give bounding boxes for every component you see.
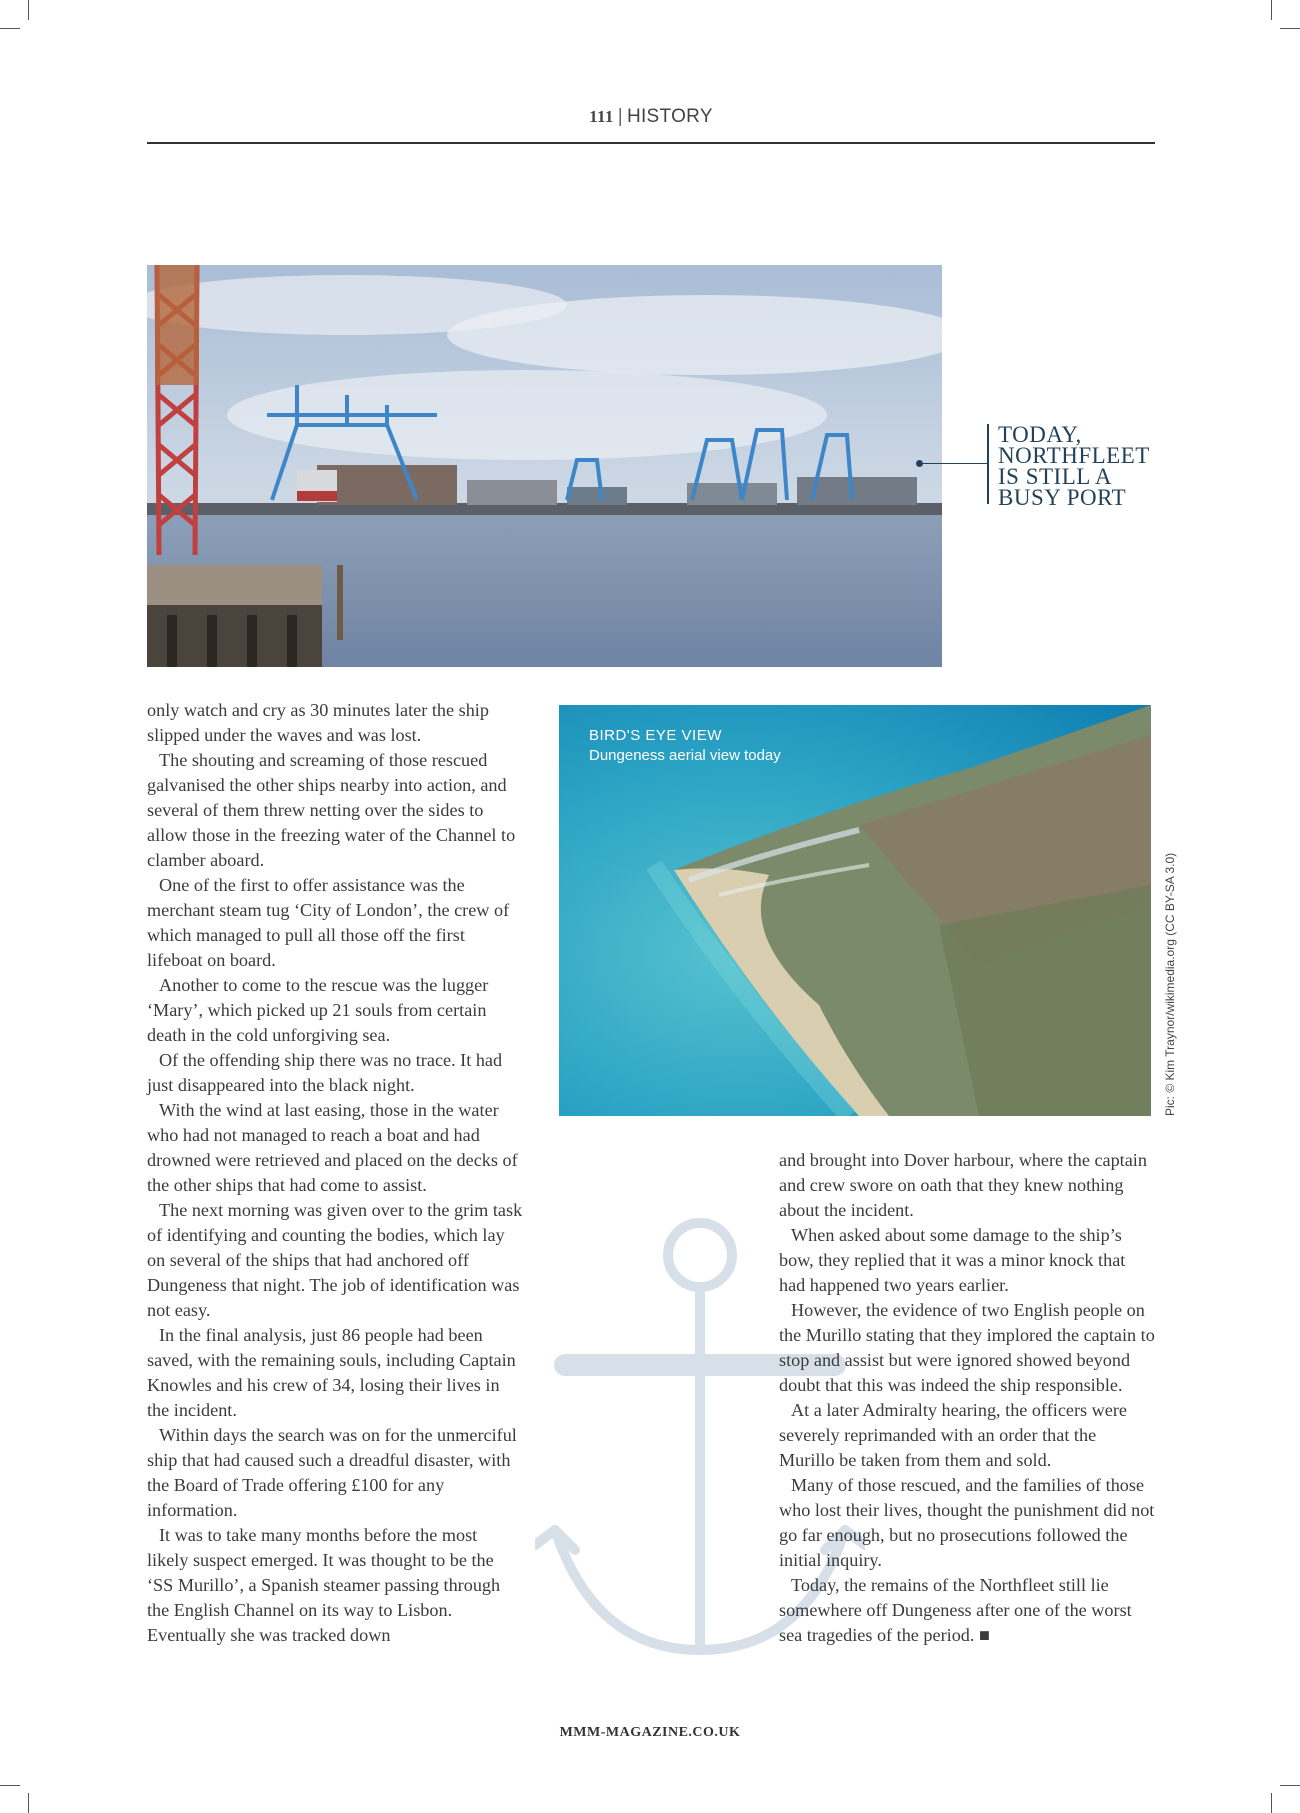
article-paragraph: Within days the search was on for the unmerciful ship that had caused such a dreadful disaster, with the Board of Trade offering £100 for any information. <box>147 1425 517 1520</box>
article-paragraph: Of the offending ship there was no trace. It had just disappeared into the black night. <box>147 1050 503 1095</box>
aerial-caption <box>589 726 781 766</box>
section-name: HISTORY <box>626 106 713 127</box>
aerial-caption-title: BIRD'S EYE VIEW <box>589 727 722 744</box>
article-paragraph: However, the evidence of two English people on the Murillo stating that they implored the captain to stop and assist but were ignored showed beyond doubt that this was indeed the ship responsible. <box>779 1300 1155 1395</box>
article-column-left <box>147 698 523 1648</box>
crop-mark <box>28 0 29 20</box>
article-paragraph: only watch and cry as 30 minutes later the ship slipped under the waves and was lost. <box>147 700 489 745</box>
article-paragraph: and brought into Dover harbour, where the captain and crew swore on oath that they knew nothing about the incident. <box>779 1150 1147 1220</box>
photo-callout <box>998 424 1178 508</box>
header-rule <box>147 142 1155 144</box>
port-photo <box>147 265 942 667</box>
crop-mark <box>1271 0 1272 20</box>
article-paragraph: Many of those rescued, and the families of those who lost their lives, thought the punishment did not go far enough, but no prosecutions followed the initial inquiry. <box>779 1475 1155 1570</box>
crop-mark <box>28 1793 29 1813</box>
callout-line: IS STILL A <box>998 464 1113 489</box>
article-paragraph: The shouting and screaming of those rescued galvanised the other ships nearby into action, and several of them threw netting over the sides to allow those in the freezing water of the Channel to clamber aboard. <box>147 750 516 870</box>
aerial-photo <box>559 705 1151 1116</box>
article-paragraph: One of the first to offer assistance was the merchant steam tug ‘City of London’, the crew of which managed to pull all those off the first lifeboat on board. <box>147 875 510 970</box>
footer-site-url: MMM-MAGAZINE.CO.UK <box>559 1725 741 1740</box>
callout-line: BUSY PORT <box>998 485 1127 510</box>
aerial-caption-subtitle: Dungeness aerial view today <box>589 747 781 764</box>
photo-credit: Pic: © Kim Traynor/wikimedia.org (CC BY-SA 3.0) <box>1163 852 1177 1116</box>
article-paragraph: It was to take many months before the most likely suspect emerged. It was thought to be the ‘SS Murillo’, a Spanish steamer passing through the English Channel on its way to Lisbon. Eventually she was tracked down <box>147 1525 501 1645</box>
callout-bar <box>987 424 989 504</box>
article-paragraph: When asked about some damage to the ship’s bow, they replied that it was a minor knock that had happened two years earlier. <box>779 1225 1126 1295</box>
article-column-right <box>779 1148 1155 1648</box>
crop-mark <box>1280 28 1300 29</box>
callout-leader-line <box>920 463 988 464</box>
article-paragraph: Another to come to the rescue was the lugger ‘Mary’, which picked up 21 souls from certain death in the cold unforgiving sea. <box>147 975 489 1045</box>
article-paragraph: The next morning was given over to the grim task of identifying and counting the bodies, which lay on several of the ships that had anchored off Dungeness that night. The job of identification was not easy. <box>147 1200 523 1320</box>
article-paragraph: In the final analysis, just 86 people had been saved, with the remaining souls, including Captain Knowles and his crew of 34, losing their lives in the incident. <box>147 1325 516 1420</box>
header-separator: | <box>617 106 623 127</box>
callout-line: NORTHFLEET <box>998 443 1150 468</box>
crop-mark <box>0 1785 20 1786</box>
article-paragraph: With the wind at last easing, those in the water who had not managed to reach a boat and had drowned were retrieved and placed on the decks of the other ships that had come to assist. <box>147 1100 518 1195</box>
crop-mark <box>1280 1785 1300 1786</box>
callout-line: TODAY, <box>998 422 1082 447</box>
page-number: 111 <box>589 107 614 126</box>
running-header <box>147 106 1155 128</box>
crop-mark <box>0 28 20 29</box>
crop-mark <box>1271 1793 1272 1813</box>
article-paragraph: Today, the remains of the Northfleet still lie somewhere off Dungeness after one of the worst sea tragedies of the period. ■ <box>779 1575 1132 1645</box>
article-paragraph: At a later Admiralty hearing, the officers were severely reprimanded with an order that the Murillo be taken from them and sold. <box>779 1400 1127 1470</box>
